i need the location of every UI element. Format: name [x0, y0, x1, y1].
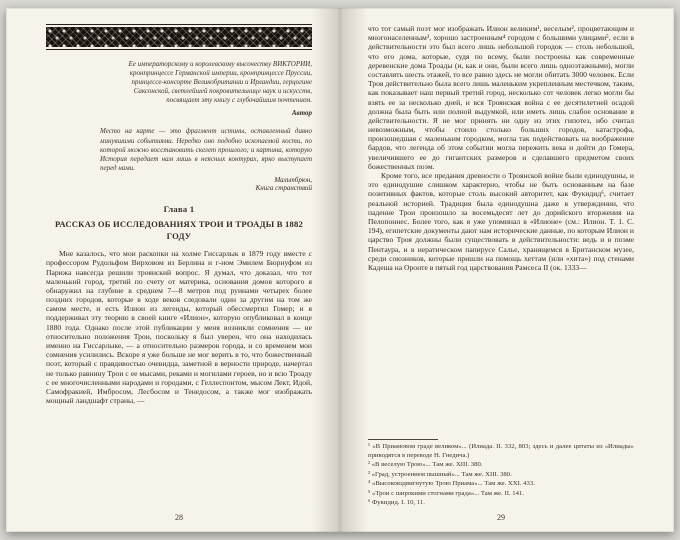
ornament-band [46, 24, 312, 50]
footnote: ⁶ Фукидид. I. 10, 11. [368, 499, 425, 507]
dedication-text: Ее императорскому и королевскому высочеству ВИКТОРИИ, кронпринцессе Германской империи, кронпринцессе Пруссии, принцессе-консорте Великобритании и Ирландии, герцогине Саксонской, светлейшей покровительнице наук и искусств, посвящает эту книгу с глубочайшим почтением. [128, 60, 312, 105]
page-number-left: 28 [175, 513, 183, 522]
page-number-right: 29 [497, 513, 505, 522]
page-right [340, 8, 674, 532]
footnote: ⁵ «Трои с широкими стогнами града»... Там же. II. 141. [368, 489, 524, 497]
footnote: ¹ «В Приамовом граде великом»... (Илиада. II. 332, 803; здесь и далее цитаты из «Илиады» приводятся в переводе Н. Гнедича.) [368, 442, 634, 459]
footnote: ² «В веселую Трою»... Там же. XIII. 380. [368, 461, 483, 469]
book-spread [6, 8, 674, 532]
dedication-block [100, 60, 312, 117]
body-paragraph: что тот самый поэт мог изображать Илион великим¹, веселым², процветающим и многонаселенным³, хорошо застроенным⁴ городом с большими улицами⁵, если в действительности это был всего лишь небольшой городок — столь небольшой, что его дома, которые, судя по всему, были построены как современные деревенские дома Троады (и, как и они, были всего лишь одноэтажными), могли составлять шесть этажей, то все равно здесь не могли обитать 3000 человек. Если Троя действительно была всего лишь маленьким укрепленным местечком, таким, как показывает наш первый третий город, несколько сот человек легко могли бы взять ее за несколько дней, и вся Троянская война с ее десятилетней осадой должна была быть или полной выдумкой, или иметь лишь слабое основание в действительности. Я не мог принять ни одну из этих гипотез, ибо считал невозможным, чтобы стоило столько больших городов, катастрофа, произошедшая с маленьким городком, могла так подействовать на воображение бардов, что легенда об этом событии могла пережить века и дойти до Гомера, увеличившего ее до гигантских размеров и сделавшего предметом своих божественных поэм. [368, 24, 634, 171]
footnotes-block [368, 443, 634, 509]
epigraph-source: Книга странствий [255, 183, 312, 192]
body-paragraph: Кроме того, все предания древности о Троянской войне были единодушны, и это единодушие слишком характерно, чтобы не быть основанным на базе позитивных фактов, которые столь высокий авторитет, как Фукидид⁶, считает реальной историей. Традиция была единодушна даже в утверждении, что падение Трои произошло за восемьдесят лет до дорийского вторжения на Пелопоннес. Более того, как я уже упоминал в «Илионе» (см.: Илион. Т. 1. С. 194), египетские документы дают нам исторические данные, по которым Илион и царство Троя должны были существовать в действительности: ведь и в поэме Пентаура, и в иератическом папирусе Салье, хранящемся в Британском музее, среди союзников, которые пришли на помощь хеттам (или «хита») под стенами Кадеша на Оронте в пятый год царствования Рамсеса II (ок. 1333— [368, 171, 634, 272]
ornament-frieze-pattern [46, 27, 312, 47]
chapter-label: Глава 1 [163, 203, 195, 214]
left-page-body [46, 249, 312, 509]
page-left [6, 8, 340, 532]
epigraph-block [100, 127, 312, 191]
footnote: ⁴ «Высоковздвигнутую Трою Приама»... Там же. XXI. 433. [368, 480, 535, 488]
epigraph-attribution: Мальтбрюн, [274, 175, 312, 184]
footnote: ³ «Град, устроением пышный»... Там же. XIII. 380. [368, 470, 512, 478]
epigraph-text: Место на карте — это фрагмент истины, оставленный давно минувшими событиями. Нередко оно подобно ископаемой кости, по которой можно восстановить скелет прошлого; и картина, которую История передает нам лишь в неясных контурах, ярко выступает перед нами. [100, 127, 312, 172]
body-paragraph: Мне казалось, что мои раскопки на холме Гиссарлык в 1879 году вместе с профессором Рудольфом Вирховом из Берлина и г-ном Эмилем Бюрнуфом из Парижа навсегда решили троянский вопрос. Я думал, что доказал, что тот маленький город, третий по счету от материка, основания домов которого я обнаружил на глубине в среднем 7—8 метров под руинами четырех более поздних городов, которые в ходе веков следовали один за другим на том же самом месте, и есть Илион из легенды, который обессмертил Гомер; и я поддерживал эту теорию в своей книге «Илион», которую опубликовал в конце 1880 года. Однако после этой публикации у меня возникли сомнения — не относительно положения Трои, поскольку я был уверен, что она находилась именно на Гиссарлыке, — а относительно размеров города, и со временем мои сомнения усилились. Вскоре я уже больше не мог верить в то, что божественный поэт, который с правдивостью очевидца, заметной в верности природе, начертал не только равнину Трои с ее мысами, реками и могилами героев, но и всю Троаду с ее многочисленными народами и городами, с Геллеспонтом, мысом Лект, Идой, Самофракией, Имбросом, Лесбосом и Тенедосом, а также мог изображать мощный ландшафт страны, — [46, 249, 312, 406]
right-page-body [368, 24, 634, 434]
chapter-title: РАССКАЗ ОБ ИССЛЕДОВАНИЯХ ТРОИ И ТРОАДЫ В 1882 ГОДУ [55, 218, 303, 241]
footnote-separator [368, 439, 438, 440]
dedication-signature: Автор [291, 109, 312, 118]
